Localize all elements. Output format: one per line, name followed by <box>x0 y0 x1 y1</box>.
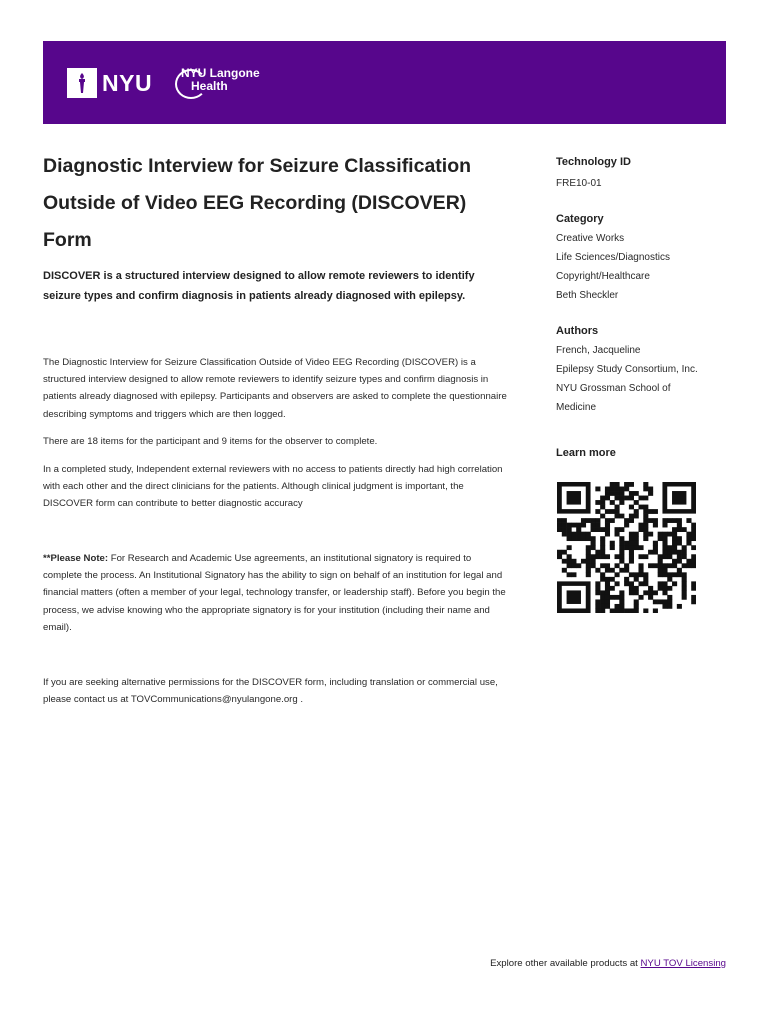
author-item: French, Jacqueline <box>556 345 641 356</box>
qr-code-icon[interactable] <box>557 482 696 613</box>
contact-paragraph: If you are seeking alternative permissions for the DISCOVER form, including translation or commercial use, please contact us at TOVCommunications@nyulangone.org . <box>43 677 498 706</box>
nyu-logo[interactable] <box>67 68 152 98</box>
learn-more-label: Learn more <box>556 447 616 459</box>
tov-licensing-link[interactable]: NYU TOV Licensing <box>640 958 726 969</box>
category-item: Copyright/Healthcare <box>556 271 650 282</box>
tech-id-label: Technology ID <box>556 156 631 168</box>
qr-code-graphic <box>557 482 696 613</box>
nyu-wordmark: NYU <box>102 70 153 96</box>
langone-line2: Health <box>191 79 228 93</box>
category-label: Category <box>556 213 604 225</box>
author-item: Epilepsy Study Consortium, Inc. <box>556 364 698 375</box>
study-paragraph: In a completed study, Independent external reviewers with no access to patients directly had high correlation with each other and the direct clinicians for the patients. Although clinical judgment is important, the DISCOVER form can contribute to better diagnostic accuracy <box>43 464 503 510</box>
technology-id-section <box>556 154 731 193</box>
category-item: Creative Works <box>556 233 625 244</box>
description-paragraph: The Diagnostic Interview for Seizure Classification Outside of Video EEG Recording (DISCOVER) is a structured interview designed to allow remote reviewers to identify seizure types and confirm diagnosis in patients already diagnosed with epilepsy. Participants and observers are asked to complete the questionnaire describing symptoms and triggers which are then logged. <box>43 357 507 420</box>
footer-text: Explore other available products at <box>490 958 641 969</box>
note-text: For Research and Academic Use agreements, an institutional signatory is required to complete the process. An Institutional Signatory has the ability to sign on behalf of an institution for legal and financial matters (often a member of your legal, technology transfer, or leadership staff). Before you begin the process, we advise knowing who the appropriate signatory is for your institution (including their name and email). <box>43 553 506 633</box>
category-section <box>556 211 731 305</box>
tech-id-value: FRE10-01 <box>556 178 602 189</box>
authors-label: Authors <box>556 325 599 337</box>
note-paragraph <box>43 550 511 636</box>
lead-summary: DISCOVER is a structured interview designed to allow remote reviewers to identify seizure types and confirm diagnosis in patients already diagnosed with epilepsy. <box>43 270 475 302</box>
items-paragraph: There are 18 items for the participant and 9 items for the observer to complete. <box>43 436 378 447</box>
author-item: NYU Grossman School of Medicine <box>556 383 671 413</box>
learn-more-section <box>556 445 731 461</box>
page-title: Diagnostic Interview for Seizure Classification Outside of Video EEG Recording (DISCOVER) Form <box>43 155 472 251</box>
category-item: Life Sciences/Diagnostics <box>556 252 670 263</box>
authors-section <box>556 323 731 417</box>
header-banner <box>43 41 726 124</box>
langone-line1: NYU Langone <box>181 66 260 80</box>
langone-logo[interactable] <box>179 67 260 93</box>
torch-icon <box>67 68 97 98</box>
footer <box>490 958 726 969</box>
note-label: **Please Note: <box>43 553 109 564</box>
category-item: Beth Sheckler <box>556 290 619 301</box>
